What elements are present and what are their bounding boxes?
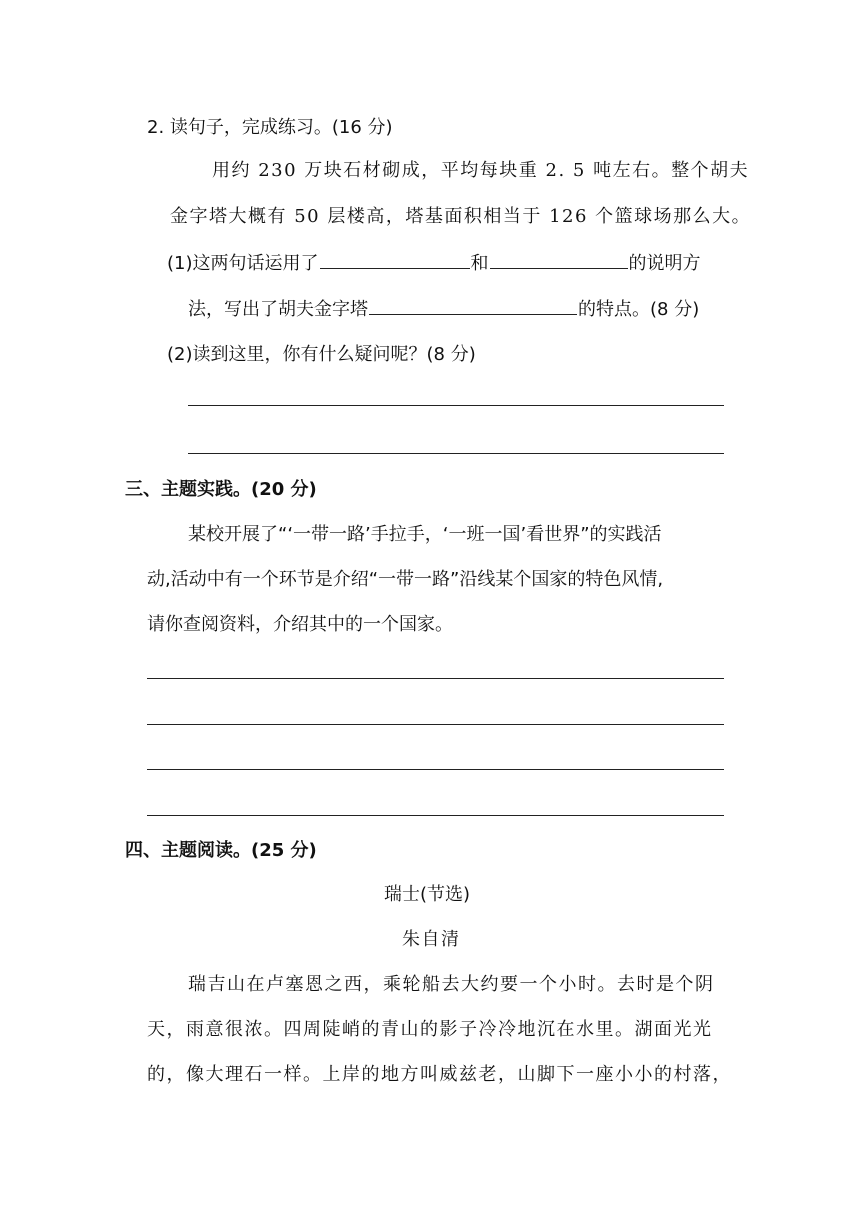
section-3-text-line: 请你查阅资料，介绍其中的一个国家。 [147, 614, 453, 635]
passage-line: 金字塔大概有 50 层楼高，塔基面积相当于 126 个篮球场那么大。 [170, 206, 752, 227]
answer-blank-method-2[interactable] [490, 250, 628, 269]
question-2-heading: 2. 读句子，完成练习。(16 分) [147, 117, 393, 138]
answer-blank-feature[interactable] [369, 296, 577, 315]
article-title: 瑞士(节选) [384, 884, 471, 905]
section-3-text-line: 某校开展了“‘一带一路’手拉手，‘一班一国’看世界”的实践活 [188, 524, 662, 545]
sub-question-1-text-d: 法，写出了胡夫金字塔 [188, 299, 368, 320]
answer-line[interactable] [147, 815, 724, 816]
sub-question-2: (2)读到这里，你有什么疑问呢？(8 分) [167, 344, 476, 365]
section-4-heading: 四、主题阅读。(25 分) [125, 840, 317, 861]
article-text-line: 瑞吉山在卢塞恩之西，乘轮船去大约要一个小时。去时是个阴 [188, 974, 715, 995]
passage-line: 用约 230 万块石材砌成，平均每块重 2. 5 吨左右。整个胡夫 [212, 160, 750, 181]
article-author: 朱自清 [402, 929, 461, 950]
answer-line[interactable] [188, 405, 724, 406]
answer-line[interactable] [147, 769, 724, 770]
answer-line[interactable] [147, 724, 724, 725]
article-text-line: 的，像大理石一样。上岸的地方叫威兹老，山脚下一座小小的村落， [147, 1064, 732, 1085]
section-3-heading: 三、主题实践。(20 分) [125, 479, 317, 500]
answer-line[interactable] [188, 453, 724, 454]
answer-line[interactable] [147, 678, 724, 679]
sub-question-1-text-e: 的特点。(8 分) [578, 299, 700, 320]
sub-question-1-text-c: 的说明方 [628, 253, 701, 274]
sub-question-1-text-b: 和 [470, 253, 489, 274]
section-3-text-line: 动,活动中有一个环节是介绍“一带一路”沿线某个国家的特色风情, [147, 569, 664, 590]
sub-question-1-text-a: (1)这两句话运用了 [167, 253, 319, 274]
answer-blank-method-1[interactable] [320, 250, 470, 269]
article-text-line: 天，雨意很浓。四周陡峭的青山的影子冷冷地沉在水里。湖面光光 [147, 1019, 713, 1040]
sub-question-1 [167, 250, 701, 277]
sub-question-1-continued [188, 296, 699, 323]
